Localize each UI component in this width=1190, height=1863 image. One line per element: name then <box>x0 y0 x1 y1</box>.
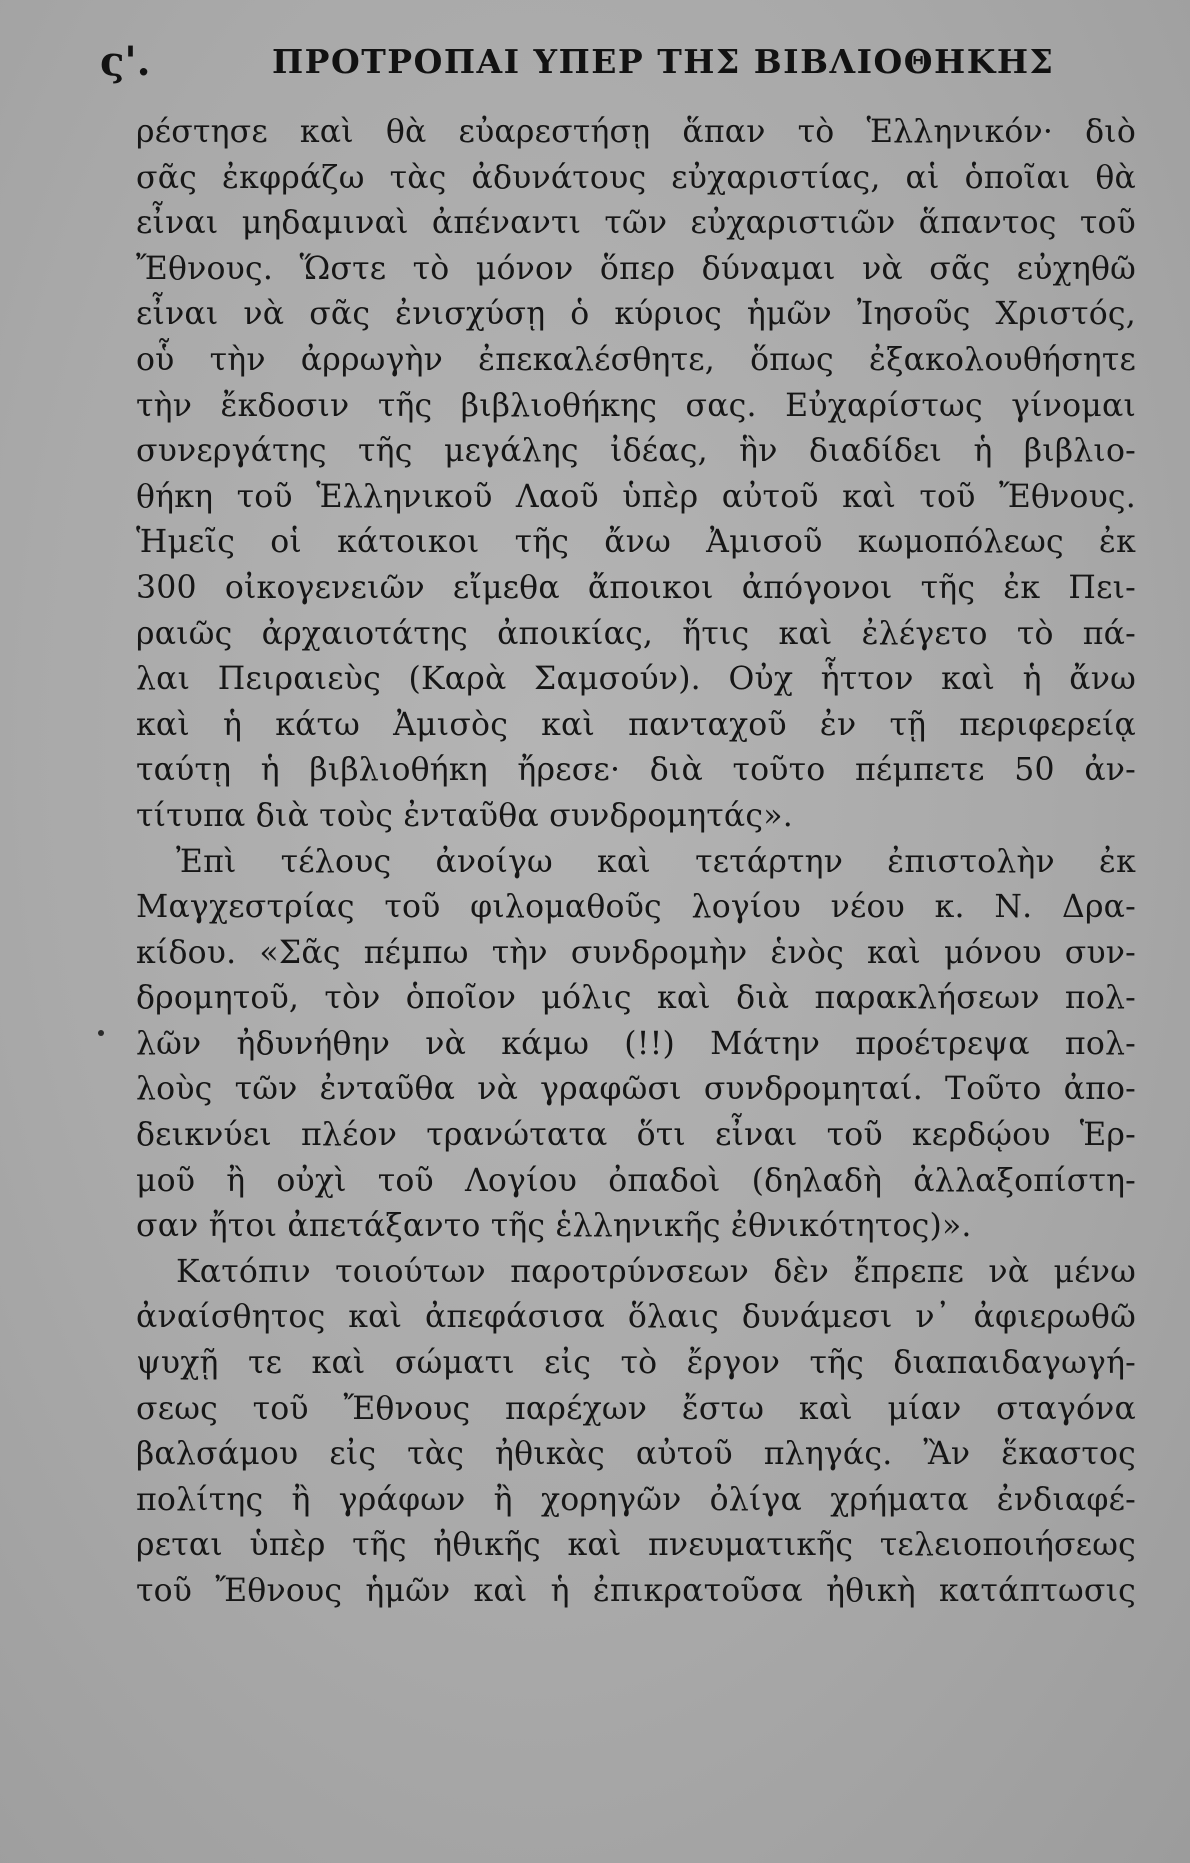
text-line: Κατόπιν τοιούτων παροτρύνσεων δὲν ἔπρεπε νὰ μένω <box>176 1253 1136 1290</box>
text-line: Ἡμεῖς οἱ κάτοικοι τῆς ἄνω Ἀμισοῦ κωμοπόλεως ἐκ <box>136 524 1136 561</box>
text-line: σεως τοῦ Ἔθνους παρέχων ἔστω καὶ μίαν σταγόνα <box>136 1390 1136 1427</box>
text-line: Ἔθνους. Ὥστε τὸ μόνον ὅπερ δύναμαι νὰ σᾶς εὐχηθῶ <box>136 250 1136 287</box>
text-line: ἀναίσθητος καὶ ἀπεφάσισα ὅλαις δυνάμεσι ν᾿ ἀφιερωθῶ <box>136 1299 1136 1336</box>
text-line: σᾶς ἐκφράζω τὰς ἀδυνάτους εὐχαριστίας, αἱ ὁποῖαι θὰ <box>136 159 1136 196</box>
text-line: Ἐπὶ τέλους ἀνοίγω καὶ τετάρτην ἐπιστολὴν ἐκ <box>176 843 1136 880</box>
text-line: εἶναι μηδαμιναὶ ἀπέναντι τῶν εὐχαριστιῶν ἅπαντος τοῦ <box>136 205 1136 242</box>
text-line: δρομητοῦ, τὸν ὁποῖον μόλις καὶ διὰ παρακλήσεων πολ- <box>136 980 1136 1017</box>
text-line: λῶν ἠδυνήθην νὰ κάμω (!!) Μάτην προέτρεψα πολ- <box>136 1025 1136 1062</box>
text-line: ρεται ὑπὲρ τῆς ἠθικῆς καὶ πνευματικῆς τελειοποιήσεως <box>136 1527 1136 1564</box>
text-line: Μαγχεστρίας τοῦ φιλομαθοῦς λογίου νέου κ. Ν. Δρα- <box>136 889 1136 926</box>
text-line: 300 οἰκογενειῶν εἴμεθα ἄποικοι ἀπόγονοι τῆς ἐκ Πει- <box>136 569 1136 606</box>
text-line: δεικνύει πλέον τρανώτατα ὅτι εἶναι τοῦ κερδῴου Ἑρ- <box>136 1117 1136 1154</box>
text-line: καὶ ἡ κάτω Ἀμισὸς καὶ πανταχοῦ ἐν τῇ περιφερείᾳ <box>136 706 1136 743</box>
text-line: ταύτῃ ἡ βιβλιοθήκη ἤρεσε· διὰ τοῦτο πέμπετε 50 ἀν- <box>136 752 1136 789</box>
body-text <box>136 110 1136 1615</box>
text-line: ψυχῇ τε καὶ σώματι εἰς τὸ ἔργον τῆς διαπαιδαγωγή- <box>136 1345 1136 1382</box>
text-line: βαλσάμου εἰς τὰς ἠθικὰς αὐτοῦ πληγάς. Ἂν ἕκαστος <box>136 1436 1136 1473</box>
text-line: εἶναι νὰ σᾶς ἐνισχύσῃ ὁ κύριος ἡμῶν Ἰησοῦς Χριστός, <box>136 296 1136 333</box>
text-line: μοῦ ἢ οὐχὶ τοῦ Λογίου ὀπαδοὶ (δηλαδὴ ἀλλαξοπίστη- <box>136 1162 1136 1199</box>
text-line: ρέστησε καὶ θὰ εὐαρεστήσῃ ἅπαν τὸ Ἑλληνικόν· διὸ <box>136 114 1136 150</box>
page-header <box>100 38 1130 98</box>
text-line: λαι Πειραιεὺς (Καρὰ Σαμσούν). Οὐχ ἧττον καὶ ἡ ἄνω <box>136 661 1136 698</box>
text-line: κίδου. «Σᾶς πέμπω τὴν συνδρομὴν ἑνὸς καὶ μόνου συν- <box>136 934 1136 971</box>
text-line: σαν ἤτοι ἀπετάξαντο τῆς ἑλληνικῆς ἐθνικότητος)». <box>136 1208 972 1245</box>
text-line: τὴν ἔκδοσιν τῆς βιβλιοθήκης σας. Εὐχαρίστως γίνομαι <box>136 387 1136 424</box>
text-line: συνεργάτης τῆς μεγάλης ἰδέας, ἣν διαδίδει ἡ βιβλιο- <box>136 433 1136 470</box>
page-number: ς'. <box>100 38 151 85</box>
print-speck <box>98 1030 104 1036</box>
running-head: ΠΡΟΤΡΟΠΑΙ ΥΠΕΡ ΤΗΣ ΒΙΒΛΙΟΘΗΚΗΣ <box>272 42 1055 81</box>
text-line: θήκη τοῦ Ἑλληνικοῦ Λαοῦ ὑπὲρ αὐτοῦ καὶ τοῦ Ἔθνους. <box>136 478 1136 515</box>
text-line: πολίτης ἢ γράφων ἢ χορηγῶν ὀλίγα χρήματα ἐνδιαφέ- <box>136 1481 1136 1518</box>
text-line: τίτυπα διὰ τοὺς ἐνταῦθα συνδρομητάς». <box>136 797 793 834</box>
text-line: οὗ τὴν ἀρρωγὴν ἐπεκαλέσθητε, ὅπως ἐξακολουθήσητε <box>136 341 1136 378</box>
text-line: τοῦ Ἔθνους ἡμῶν καὶ ἡ ἐπικρατοῦσα ἠθικὴ κατάπτωσις <box>136 1573 1136 1609</box>
text-line: λοὺς τῶν ἐνταῦθα νὰ γραφῶσι συνδρομηταί. Τοῦτο ἀπο- <box>136 1071 1136 1108</box>
text-line: ραιῶς ἀρχαιοτάτης ἀποικίας, ἥτις καὶ ἐλέγετο τὸ πά- <box>136 615 1136 652</box>
